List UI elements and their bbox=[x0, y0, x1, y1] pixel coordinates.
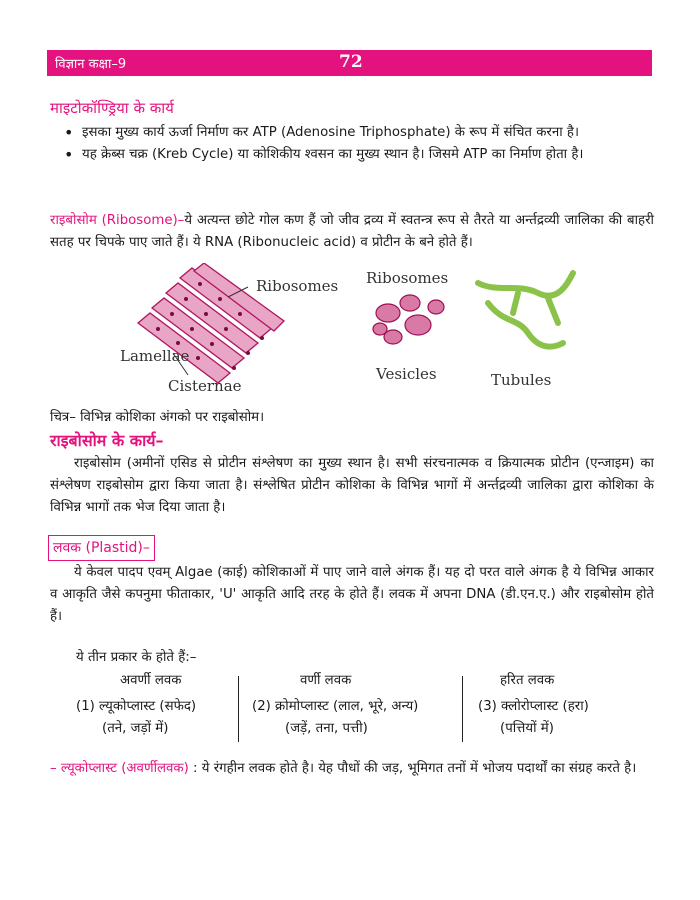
subject-title: विज्ञान कक्षा–9 bbox=[55, 57, 127, 72]
ribosome-functions-text: राइबोसोम (अमीनों एसिड से प्रोटीन संश्लेषण का मुख्य स्थान है। सभी संरचनात्मक व क्रियात्मक प्रोटीन (एन्जाइम) का संश्लेषण राइबोसोम द्वारा किया जाता है। संश्लेषित प्रोटीन कोशिका के विभिन्न भागों में अर्न्तद्रव्यी जालिका द्वारा कोशिका के विभिन्न भागों तक भेज दिया जाता है। bbox=[50, 456, 654, 515]
leucoplast-text: : ये रंगहीन लवक होते है। येह पौधों की जड़, भूमिगत तनों में भोजय पदार्थों का संग्रह करते है। bbox=[188, 761, 637, 776]
ribosome-definition bbox=[50, 210, 654, 254]
type-location-1: (तने, जड़ों में) bbox=[102, 721, 169, 736]
type-category-1: अवर्णी लवक bbox=[120, 673, 182, 688]
bullet-item: • यह क्रेब्स चक्र (Kreb Cycle) या कोशिकीय श्वसन का मुख्य स्थान है। जिसमे ATP का निर्माण होता है। bbox=[62, 144, 652, 166]
type-item-1: (1) ल्यूकोप्लास्ट (सफेद) bbox=[76, 699, 197, 714]
type-category-3: हरित लवक bbox=[500, 673, 555, 688]
plastid-text: ये केवल पादप एवम् Algae (काई) कोशिकाओं में पाए जाने वाले अंगक हैं। यह दो परत वाले अंगक है ये विभिन्न आकार व आकृति जैसे कपनुमा फीताकार, 'U' आकृति आदि तरह के होते हैं। लवक में अपना DNA (डी.एन.ए.) और राइबोसोम होते हैं। bbox=[50, 565, 654, 624]
type-location-2: (जड़ें, तना, पत्ती) bbox=[285, 721, 368, 736]
mitochondria-bullets bbox=[62, 122, 652, 166]
figure-caption: चित्र– विभिन्न कोशिका अंगको पर राइबोसोम। bbox=[50, 410, 265, 425]
ribosome-figure bbox=[118, 263, 578, 403]
plastid-types-intro: ये तीन प्रकार के होते हैं:– bbox=[76, 650, 197, 665]
label-ribosomes-left: Ribosomes bbox=[256, 277, 339, 295]
label-cisternae: Cisternae bbox=[168, 377, 242, 395]
bullet-item: • इसका मुख्य कार्य ऊर्जा निर्माण कर ATP (Adenosine Triphosphate) के रूप में संचित करना है। bbox=[62, 122, 652, 144]
page-number: 72 bbox=[339, 52, 363, 72]
type-item-2: (2) क्रोमोप्लास्ट (लाल, भूरे, अन्य) bbox=[252, 699, 419, 714]
ribosome-term: राइबोसोम (Ribosome)– bbox=[50, 213, 185, 228]
type-item-3: (3) क्लोरोप्लास्ट (हरा) bbox=[478, 699, 589, 714]
mitochondria-heading: माइटोकॉण्ड्रिया के कार्य bbox=[50, 99, 174, 117]
column-divider bbox=[462, 676, 463, 742]
ribosome-text: ये अत्यन्त छोटे गोल कण हैं जो जीव द्रव्य में स्वतन्त्र रूप से तैरते या अर्न्तद्रव्यी जालिका की बाहरी सतह पर चिपके पाए जाते हैं। ये RNA (Ribonucleic acid) व प्रोटीन के बने होते हैं। bbox=[50, 213, 654, 250]
label-tubules: Tubules bbox=[491, 371, 552, 389]
page-header bbox=[47, 50, 652, 76]
tubules-illustration bbox=[478, 273, 573, 347]
label-vesicles: Vesicles bbox=[376, 365, 437, 383]
ribosome-functions-heading: राइबोसोम के कार्य– bbox=[50, 431, 164, 450]
vesicles-illustration bbox=[373, 295, 444, 344]
label-lamellae: Lamellae bbox=[120, 347, 190, 365]
label-ribosomes-right: Ribosomes bbox=[366, 269, 449, 287]
leucoplast-term: – ल्यूकोप्लास्ट (अवर्णीलवक) bbox=[50, 761, 189, 776]
type-location-3: (पत्तियों में) bbox=[500, 721, 554, 736]
type-category-2: वर्णी लवक bbox=[300, 673, 352, 688]
plastid-heading: लवक (Plastid)– bbox=[48, 535, 155, 561]
column-divider bbox=[238, 676, 239, 742]
leucoplast-paragraph bbox=[50, 758, 655, 780]
